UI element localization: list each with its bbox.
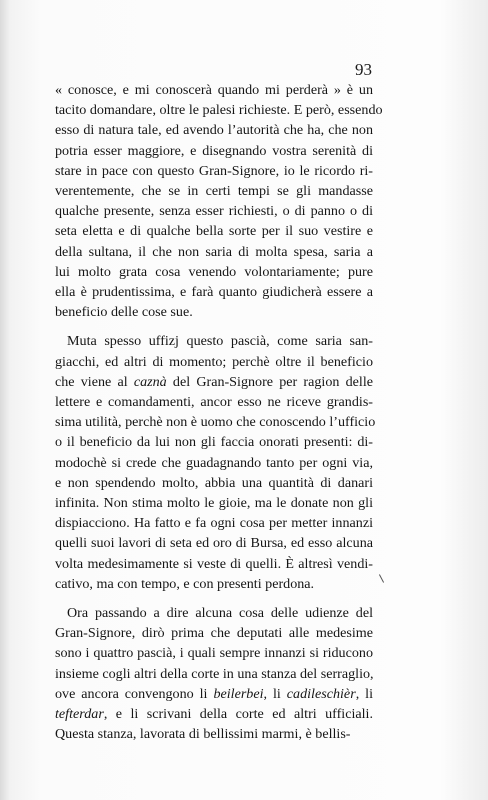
italic-term: caznà: [133, 373, 167, 390]
text-line: [55, 372, 373, 392]
text-segment: qualche presente, senza esser richiesti, o di panno o di: [55, 203, 373, 220]
text-segment: , li: [263, 685, 287, 702]
text-line: [55, 181, 373, 201]
text-line: [55, 392, 373, 412]
text-line: [55, 533, 373, 553]
text-segment: Muta spesso uffizj questo pascià, come saria san-: [67, 333, 373, 350]
text-line: [55, 684, 373, 704]
body-text: [55, 80, 383, 745]
text-line: [55, 473, 373, 493]
text-line: [55, 704, 373, 724]
text-segment: Gran-Signore, dirò prima che deputati alle medesime: [55, 625, 373, 642]
text-segment: cativo, ma con tempo, e con presenti perdona.: [55, 575, 315, 592]
text-line: [55, 724, 373, 744]
text-line: [55, 282, 373, 302]
page-number: 93: [355, 60, 372, 79]
text-segment: sono i quattro pascià, i quali sempre innanzi si riducono: [55, 645, 373, 662]
text-segment: tacito domandare, oltre le palesi richieste. E però, essendo: [55, 102, 383, 119]
text-line: [55, 100, 383, 120]
text-line: [55, 302, 373, 322]
text-segment: beneficio delle cose sue.: [55, 304, 193, 321]
text-line: [55, 643, 373, 663]
text-segment: , e li scrivani della corte ed altri ufficiali.: [103, 706, 373, 723]
text-line: [55, 331, 373, 351]
paper-mark: [379, 574, 384, 582]
text-line: [55, 513, 373, 533]
text-segment: e non spendendo molto, abbia una quantità di danari: [55, 474, 373, 491]
text-line: [55, 201, 373, 221]
text-segment: dispiacciono. Ha fatto e fa ogni cosa per metter innanzi: [55, 515, 373, 532]
paragraph: [55, 603, 373, 744]
text-segment: , li: [355, 685, 373, 702]
text-segment: lettere e comandamenti, ancor esso ne riceve grandis-: [55, 394, 373, 411]
text-segment: lui molto grata cosa venendo volontariamente; pure: [55, 263, 373, 280]
paragraph-gap: [55, 322, 373, 331]
text-line: [55, 623, 373, 643]
italic-term: beilerbei: [213, 685, 264, 702]
text-segment: stare in pace con questo Gran-Signore, io le ricordo ri-: [55, 162, 373, 179]
text-segment: della sultana, il che non saria di molta spesa, saria a: [55, 243, 373, 260]
text-line: [55, 161, 373, 181]
text-segment: esso di natura tale, ed avendo l’autorità che ha, che non: [55, 122, 373, 139]
text-segment: infinita. Non stima molto le gioie, ma le donate non gli: [55, 495, 373, 512]
text-line: [55, 221, 373, 241]
text-segment: modochè si crede che guadagnando tanto per ogni via,: [55, 454, 373, 471]
text-segment: Ora passando a dire alcuna cosa delle udienze del: [67, 605, 373, 622]
text-segment: sima utilità, perchè non è uomo che conoscendo l’ufficio: [55, 414, 376, 431]
text-line: [55, 664, 373, 684]
text-segment: ella è prudentissima, e farà quanto giudicherà essere a: [55, 284, 373, 301]
text-line: [55, 412, 376, 432]
text-segment: insieme cogli altri della corte in una stanza del serraglio,: [55, 665, 374, 682]
text-segment: ove ancora convengono li: [55, 685, 214, 702]
text-line: [55, 352, 373, 372]
text-segment: volta medesimamente si veste di quelli. È altresì vendi-: [55, 555, 373, 572]
italic-term: tefterdar: [55, 706, 104, 723]
text-line: [55, 242, 373, 262]
text-segment: seta eletta e di qualche bella sorte per il suo vestire e: [55, 223, 373, 240]
italic-term: cadileschièr: [286, 685, 356, 702]
text-line: [55, 120, 373, 140]
text-segment: o il beneficio da lui non gli faccia onorati presenti: di-: [55, 434, 373, 451]
paragraph: [55, 331, 376, 594]
text-segment: verentemente, che se in certi tempi se gli mandasse: [55, 183, 373, 200]
text-line: [55, 493, 373, 513]
paragraph-gap: [55, 594, 373, 603]
text-segment: potria esser maggiore, e disegnando vostra serenità di: [55, 142, 373, 159]
text-line: [55, 262, 373, 282]
text-line: [55, 603, 373, 623]
text-line: [55, 432, 373, 452]
text-segment: Questa stanza, lavorata di bellissimi marmi, è bellis-: [55, 726, 351, 743]
text-segment: « conosce, e mi conoscerà quando mi perderà » è un: [55, 82, 373, 98]
paragraph: [55, 80, 383, 322]
text-line: [55, 453, 373, 473]
text-line: [55, 141, 373, 161]
text-segment: quelli suoi lavori di seta ed oro di Bursa, ed esso alcuna: [55, 535, 373, 552]
text-segment: che viene al: [55, 373, 134, 390]
text-line: [55, 554, 373, 574]
text-segment: del Gran-Signore per ragion delle: [166, 373, 373, 390]
text-line: [55, 574, 373, 594]
text-segment: giacchi, ed altri di momento; perchè oltre il beneficio: [55, 353, 373, 370]
text-line: [55, 80, 373, 100]
